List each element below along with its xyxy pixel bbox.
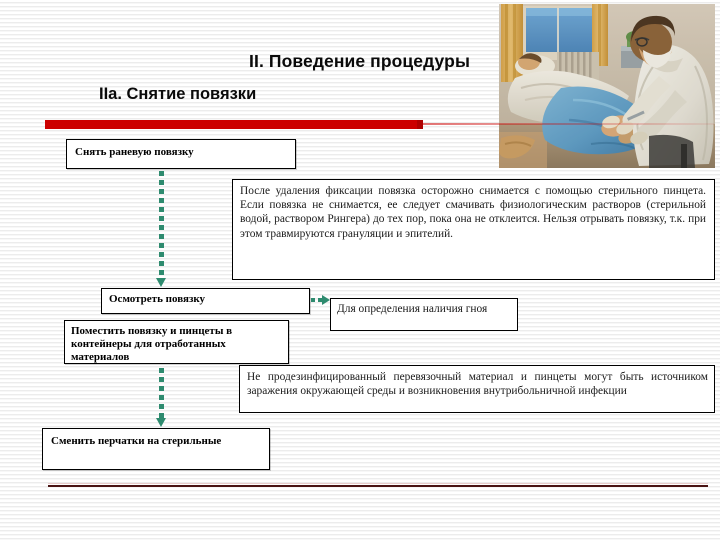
page-title: II. Поведение процедуры	[249, 51, 470, 71]
arrow-head	[322, 295, 330, 305]
procedure-photo	[499, 4, 715, 168]
footer-rule-glow	[48, 483, 708, 484]
footer-rule	[48, 485, 708, 487]
note-pus-detection-text: Для определения наличия гноя	[337, 303, 488, 315]
flow-step-change-gloves-label: Сменить перчатки на стерильные	[51, 435, 222, 447]
note-pus-detection	[330, 298, 518, 331]
page-subtitle: IIa. Снятие повязки	[99, 85, 257, 103]
flow-step-place-container	[64, 320, 289, 364]
flow-step-remove-dressing-label: Снять раневую повязку	[75, 146, 194, 158]
note-infection-risk-text: Не продезинфицированный перевязочный материал и пинцеты могут быть источником заражения окружающей среды и возникновения внутрибольничной инфекции	[247, 371, 708, 398]
note-procedure-text: После удаления фиксации повязка осторожно снимается с помощью стерильного пинцета. Если повязка не снимается, ее следует смачивать физиологическим растворов (стерильной водой, раствором Рингера) до тех пор, пока она не отклеится. Нельзя отрывать повязку, т.к. при этом травмируются грануляции и эпителий.	[240, 185, 706, 240]
arrow-down-icon	[158, 171, 165, 288]
accent-bar	[45, 120, 417, 129]
flow-step-change-gloves	[42, 428, 270, 470]
flow-step-remove-dressing	[66, 139, 296, 169]
arrow-stem	[159, 368, 164, 419]
flow-step-inspect-dressing-label: Осмотреть повязку	[109, 293, 206, 305]
arrow-down-icon	[158, 368, 165, 428]
arrow-head	[156, 278, 166, 287]
arrow-head	[156, 418, 166, 427]
note-infection-risk	[239, 365, 715, 413]
procedure-photo-illustration	[499, 4, 715, 168]
note-procedure	[232, 179, 715, 280]
flow-step-place-container-label: Поместить повязку и пинцеты в контейнеры для отработанных материалов	[71, 325, 233, 363]
flow-step-inspect-dressing	[101, 288, 310, 314]
arrow-right-icon	[311, 295, 331, 305]
accent-bar-fade	[423, 123, 714, 125]
arrow-stem	[159, 171, 164, 279]
